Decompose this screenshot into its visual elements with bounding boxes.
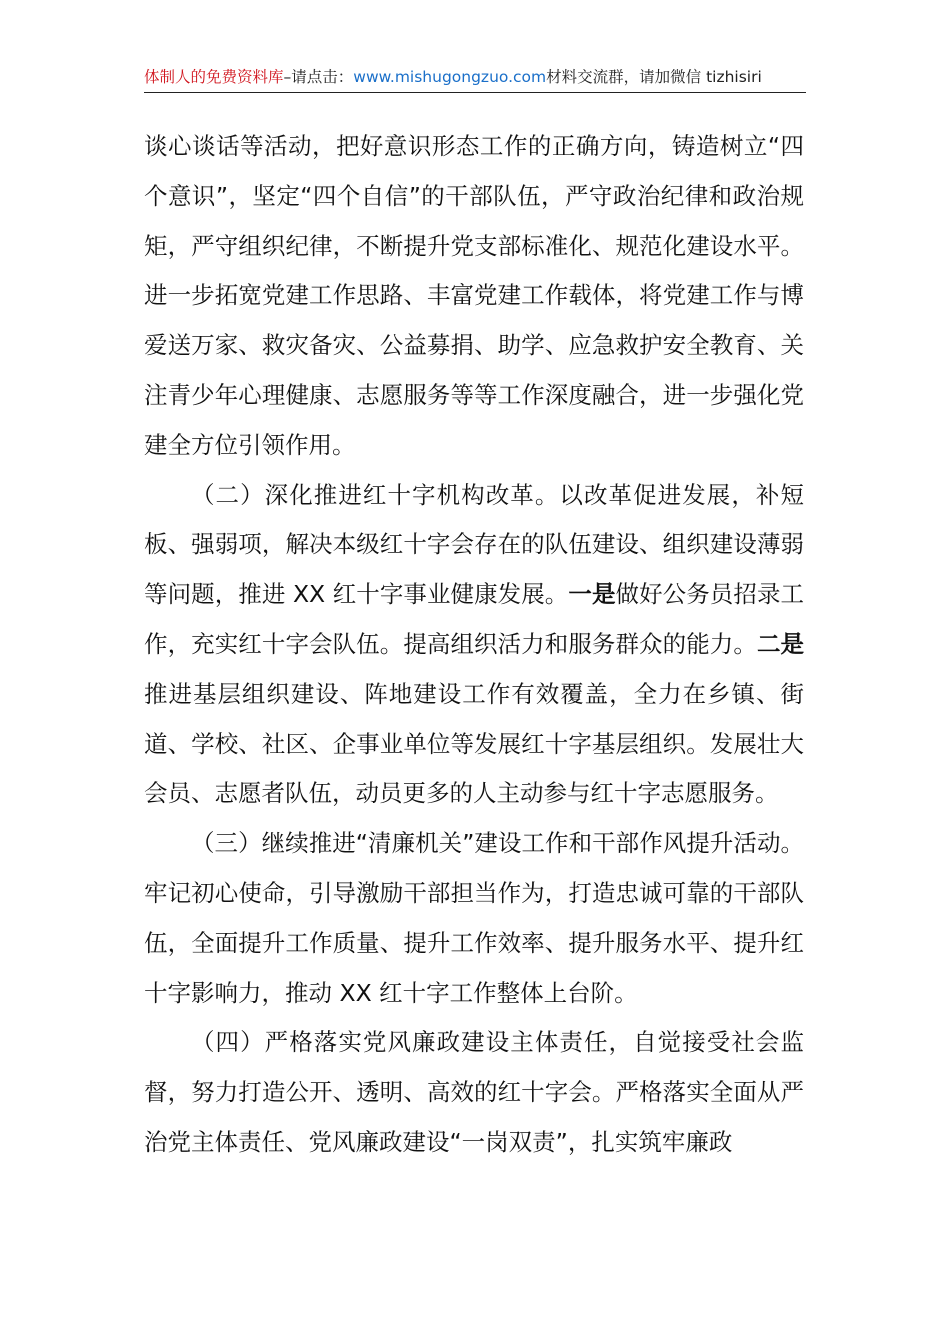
paragraph-1: 谈心谈话等活动，把好意识形态工作的正确方向，铸造树立“四个意识”，坚定“四个自信”的干部队伍，严守政治纪律和政治规矩，严守组织纪律，不断提升党支部标准化、规范化建设水平。进一步拓宽党建工作思路、丰富党建工作载体，将党建工作与博爱送万家、救灾备灾、公益募捐、助学、应急救护安全教育、关注青少年心理健康、志愿服务等等工作深度融合，进一步强化党建全方位引领作用。 bbox=[144, 132, 804, 459]
paragraph-2 bbox=[144, 471, 804, 820]
paragraph-4: （四）严格落实党风廉政建设主体责任，自觉接受社会监督，努力打造公开、透明、高效的红十字会。严格落实全面从严治党主体责任、党风廉政建设“一岗双责”，扎实筑牢廉政 bbox=[144, 1028, 804, 1156]
point-two-label: 二是 bbox=[756, 629, 805, 658]
document-body bbox=[144, 122, 804, 1168]
point-one-label: 一是 bbox=[568, 580, 616, 609]
page-header bbox=[144, 66, 806, 93]
header-brand: 体制人的免费资料库 bbox=[144, 68, 284, 86]
header-click-prompt: –请点击： bbox=[283, 68, 354, 86]
header-url-link[interactable]: www.mishugongzuo.com bbox=[353, 68, 547, 86]
paragraph-2-intro: （二）深化推进红十字机构改革。以改革促进发展，补短板、强弱项，解决本级红十字会存在的队伍建设、组织建设薄弱等问题，推进 XX 红十字事业健康发展。 bbox=[144, 480, 804, 609]
point-two-text: 推进基层组织建设、阵地建设工作有效覆盖，全力在乡镇、街道、学校、社区、企事业单位等发展红十字基层组织。发展壮大会员、志愿者队伍，动员更多的人主动参与红十字志愿服务。 bbox=[144, 679, 804, 808]
paragraph-3: （三）继续推进“清廉机关”建设工作和干部作风提升活动。牢记初心使命，引导激励干部担当作为，打造忠诚可靠的干部队伍，全面提升工作质量、提升工作效率、提升服务水平、提升红十字影响力，推动 XX 红十字工作整体上台阶。 bbox=[144, 829, 804, 1007]
point-one-text: 做好公务员招录工作，充实红十字会队伍。提高组织活力和服务群众的能力。 bbox=[144, 580, 805, 658]
header-note: 材料交流群，请加微信 tizhisiri bbox=[546, 68, 762, 86]
